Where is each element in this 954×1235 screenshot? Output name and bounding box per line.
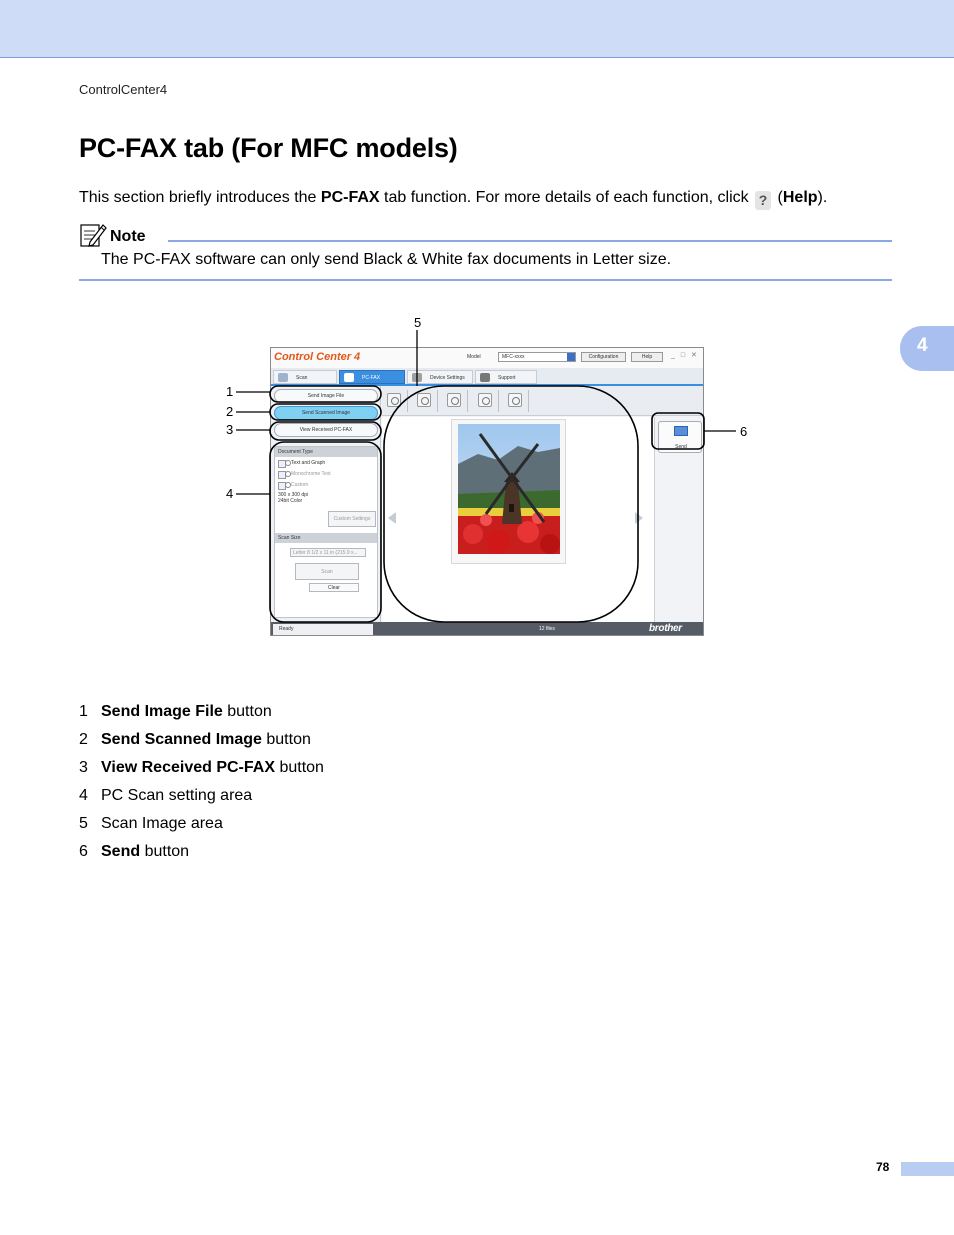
intro-paragraph	[79, 189, 827, 210]
tab-label: Scan	[296, 375, 308, 381]
view-received-pcfax-button[interactable]: View Received PC-FAX	[274, 423, 378, 437]
callout-number-4: 4	[226, 486, 234, 501]
document-type-header: Document Type	[275, 447, 377, 457]
callout-number-5: 5	[414, 315, 422, 330]
legend-rest: Scan Image area	[101, 815, 223, 832]
window-controls[interactable]: _ □ ✕	[671, 352, 699, 359]
legend-bold: View Received PC-FAX	[101, 759, 275, 776]
legend-bold: Send Image File	[101, 703, 223, 720]
legend-bold: Send	[101, 843, 141, 860]
radio-monochrome-text[interactable]: Monochrome Text	[291, 471, 331, 477]
page-number: 78	[876, 1160, 890, 1174]
callout-outline-2	[270, 404, 381, 420]
legend-number: 4	[79, 787, 88, 804]
callout-outline-3	[270, 422, 381, 440]
status-message: 12 files	[539, 626, 555, 632]
send-button-label: Send	[675, 444, 687, 450]
page-number-tab	[901, 1162, 954, 1176]
callout-outline-1	[270, 386, 381, 402]
callout-outline-6	[652, 413, 704, 449]
intro-text: tab function. For more details of each function, click	[379, 189, 754, 206]
intro-text: (	[773, 189, 783, 206]
callout-number-2: 2	[226, 404, 234, 419]
radio-custom[interactable]: Custom	[291, 482, 309, 488]
chapter-number: 4	[917, 335, 928, 356]
callout-outline-4	[270, 442, 381, 622]
legend-rest: button	[275, 759, 324, 776]
scan-button-label: Scan	[321, 569, 333, 575]
legend-rest: button	[261, 731, 311, 748]
chapter-tab	[900, 326, 954, 371]
legend-text	[101, 787, 252, 805]
resolution-text: 300 x 300 dpi	[278, 492, 309, 498]
tab-label: PC-FAX	[362, 375, 381, 381]
legend-rest: PC Scan setting area	[101, 787, 253, 804]
legend-text	[101, 759, 324, 777]
intro-text: ).	[817, 189, 828, 206]
note-rule-top	[168, 240, 892, 242]
legend-text	[101, 815, 223, 833]
intro-text: This section briefly introduces the	[79, 189, 321, 206]
note-text: The PC-FAX software can only send Black & White fax documents in Letter size.	[101, 251, 672, 268]
model-label: Model	[467, 354, 481, 360]
legend-number: 3	[79, 759, 88, 776]
legend-rest: button	[140, 843, 190, 860]
send-scanned-image-button[interactable]: Send Scanned Image	[274, 406, 378, 420]
legend-number: 5	[79, 815, 88, 832]
legend-text	[101, 843, 189, 861]
legend-number: 2	[79, 731, 88, 748]
legend-number: 6	[79, 843, 88, 860]
intro-help-bold: Help	[782, 189, 818, 206]
running-head: ControlCenter4	[79, 82, 168, 97]
clear-button[interactable]: Clear	[309, 583, 359, 592]
callout-overlay	[200, 310, 760, 650]
help-icon: ?	[755, 191, 771, 210]
send-image-file-button[interactable]: Send Image File	[274, 389, 378, 403]
legend-text	[101, 731, 311, 749]
app-logo: Control Center 4	[274, 351, 361, 363]
note-pencil-icon	[79, 222, 107, 248]
callout-number-3: 3	[226, 422, 234, 437]
controlcenter-screenshot-figure	[200, 310, 760, 650]
status-ready: Ready	[273, 624, 373, 635]
scan-size-select[interactable]: Letter 8 1/2 x 11 in (215.9 x...	[290, 548, 366, 557]
model-select[interactable]: MFC-xxxx	[498, 352, 576, 362]
tab-label: Support	[498, 375, 516, 381]
radio-text-and-graph[interactable]: Text and Graph	[291, 460, 326, 466]
configuration-button[interactable]: Configuration	[581, 352, 626, 362]
help-button[interactable]: Help	[631, 352, 663, 362]
header-band	[0, 0, 954, 58]
legend-bold: Send Scanned Image	[101, 731, 262, 748]
callout-outline-5	[384, 386, 638, 622]
tab-label: Device Settings	[430, 375, 465, 381]
brother-logo: brother	[649, 623, 682, 634]
page-title: PC-FAX tab (For MFC models)	[79, 133, 458, 163]
color-depth-text: 24bit Color	[278, 498, 303, 504]
custom-settings-button[interactable]: Custom Settings	[328, 511, 376, 527]
legend-text	[101, 703, 272, 721]
note-label: Note	[110, 228, 146, 245]
intro-pcfax-bold: PC-FAX	[320, 189, 380, 206]
callout-number-6: 6	[740, 424, 748, 439]
note-rule-bottom	[79, 279, 892, 281]
legend-number: 1	[79, 703, 88, 720]
scan-size-header: Scan Size	[275, 533, 377, 543]
legend-rest: button	[222, 703, 272, 720]
callout-number-1: 1	[226, 384, 234, 399]
